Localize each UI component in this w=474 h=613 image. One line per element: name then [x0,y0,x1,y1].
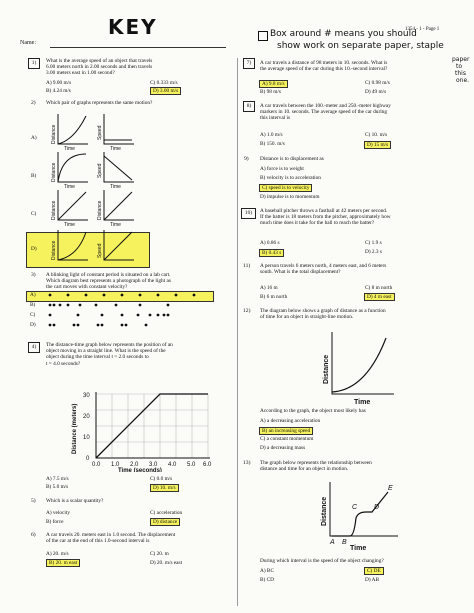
q13-point-a: A [330,539,335,546]
q2-letter-d[interactable]: D) [31,246,37,252]
q4-xtick-3: 3.0 [149,462,158,468]
handwritten-note-line1: Box around # means you should [270,29,417,39]
q12-answer-c[interactable]: C) a constant momentum [260,436,314,442]
q9-answer-a[interactable]: A) force is to weight [260,166,304,172]
q6-answer-c[interactable]: C) 20. m [150,551,169,557]
q4-answer-d-selected[interactable]: D) 10. m/s [150,484,179,492]
q10-text: A baseball pitcher throws a fastball at 42 meters per second. If the batter is 18 meters from the pitcher, approximately how much time does it take for the ball to reach the batter? [260,208,391,227]
q1-answer-a[interactable]: A) 9.00 m/s [46,80,72,86]
q10-answer-a[interactable]: A) 0.86 s [260,240,280,246]
q12-ylabel: Distance [323,354,330,384]
q2-text: Which pair of graphs represents the same motion? [46,100,153,106]
q3-dots-c [49,314,170,317]
q8-answer-c[interactable]: C) 10. m/s [365,132,388,138]
q13-point-e: E [388,485,393,492]
q2-ylabel-b1: Distance [51,162,57,182]
q8-number-box: 8) [243,101,255,112]
q6-answer-b-selected[interactable]: B) 20. m east [46,559,80,567]
q12-number: 12) [243,308,251,314]
q2-ylabel-c2: Distance [97,200,103,220]
q3-letter-c[interactable]: C) [30,312,36,318]
q2-xlabel-c2: Time [110,222,121,228]
q13-point-d: D [374,504,380,511]
q8-answer-a[interactable]: A) 1.0 m/s [260,132,283,138]
q3-number: 3) [31,272,36,278]
q8-answer-b[interactable]: B) 150. m/s [260,141,285,147]
q2-xlabel-a1: Time [64,146,75,152]
q8-answer-d-selected[interactable]: D) 15 m/s [364,141,391,149]
q12-distance-time-graph [310,328,400,408]
q11-text: A person travels 6 meters north, 4 meters east, and 6 meters south. What is the total displacement? [260,263,387,276]
q2-xlabel-b2: Time [110,184,121,190]
q13-answer-a[interactable]: A) BC [260,568,274,574]
q4-ytick-10: 10 [83,435,90,441]
q4-answer-a[interactable]: A) 7.5 m/s [46,476,69,482]
q2-letter-c[interactable]: C) [31,211,37,217]
q3-dots-a [49,294,196,297]
q11-answer-b[interactable]: B) 6 m north [260,294,288,300]
q5-answer-b[interactable]: B) force [46,519,64,525]
q4-xlabel: Time (seconds) [118,468,162,472]
q13-answer-b[interactable]: B) CD [260,577,274,583]
q12-answer-d[interactable]: D) a decreasing mass [260,445,306,451]
q13-xlabel: Time [350,545,367,552]
q7-answer-a-selected[interactable]: A) 9.8 m/s [259,80,288,88]
q13-point-c: C [352,504,358,511]
q9-answer-d[interactable]: D) impulse is to momentum [260,194,320,200]
q4-xtick-2: 2.0 [130,462,139,468]
column-divider [237,58,238,606]
q3-dots-b [49,304,170,307]
handwritten-note-line4: to [456,63,463,70]
name-label: Name: [20,40,36,46]
q11-answer-c[interactable]: C) 8 m north [365,285,393,291]
q2-ylabel-d1: Distance [51,240,57,260]
q11-number: 11) [243,263,251,269]
q5-answer-a[interactable]: A) velocity [46,510,70,516]
q10-answer-b-selected[interactable]: B) 0.43 s [259,249,284,257]
q4-xtick-6: 6.0 [203,462,212,468]
handwritten-note-line5: this [455,70,466,77]
q13-ylabel: Distance [321,496,328,526]
q2-ylabel-b2: Speed [97,163,103,178]
q6-number: 6) [31,532,36,538]
checkbox-drawing [258,31,268,41]
q2-number: 2) [31,100,36,106]
q13-text2: During which interval is the speed of the object changing? [260,558,384,564]
q4-distance-time-graph [56,388,216,472]
q9-number: 9) [244,156,249,162]
q7-text: A car travels a distance of 98 meters in 10. seconds. What is the average speed of the car during this 10.-second interval? [260,60,388,73]
handwritten-note-line2: show work on separate paper, staple [277,41,444,51]
q3-dots-d [49,324,148,327]
q5-answer-d-selected[interactable]: D) distance [150,518,180,526]
page-ref: 1354 - 1 - Page 1 [405,27,440,32]
q12-xlabel: Time [354,399,371,406]
q5-text: Which is a scalar quantity? [46,498,104,504]
q9-answer-c-selected[interactable]: C) speed is to velocity [259,184,312,192]
q7-answer-c[interactable]: C) 0.98 m/s [365,80,390,86]
q11-answer-d-selected[interactable]: D) 4 m east [364,293,395,301]
q9-text: Distance is to displacement as [260,156,324,162]
q3-letter-b[interactable]: B) [30,302,36,308]
q4-text: The distance-time graph below represents the position of an object moving in a straight line. What is the speed of the object during the time interval t = 2.0 seconds to t = 4.0 seconds? [46,342,173,367]
q13-answer-c-selected[interactable]: C) DE [364,567,384,575]
q12-text: The diagram below shows a graph of distance as a function of time for an object in straight-line motion. [260,308,386,321]
q2-ylabel-a1: Distance [51,124,57,144]
q2-ylabel-c1: Distance [51,200,57,220]
q2-letter-a[interactable]: A) [31,135,37,141]
q13-distance-time-graph [312,478,402,552]
q2-xlabel-c1: Time [64,222,75,228]
q4-answer-c[interactable]: C) 0.0 m/s [150,476,173,482]
q1-number-box: 1) [28,58,40,69]
q4-number-box: 4) [28,342,40,353]
q1-text: What is the average speed of an object that travels 6.00 meters north in 2.00 seconds and then travels 3.00 meters east in 1.00 second? [46,58,153,77]
handwritten-note-line6: one. [456,77,470,84]
q2-graphs [44,110,144,266]
q8-text: A car travels between the 100.-meter and 250.-meter highway markers in 10. seconds. The average speed of the car during this interval is [260,103,391,122]
q1-answer-d-selected[interactable]: D) 3.00 m/s [150,87,181,95]
q10-answer-d[interactable]: D) 2.3 s [365,249,382,255]
q6-text: A car travels 20. meters east in 1.0 second. The displacement of the car at the end of this 1.0-second interval is [46,532,176,545]
q7-answer-d[interactable]: D) 49 m/s [365,89,387,95]
q10-answer-c[interactable]: C) 1.9 s [365,240,382,246]
q4-xtick-0: 0.0 [92,462,101,468]
q2-ylabel-a2: Speed [97,125,103,140]
q3-text: A blinking light of constant period is situated on a lab cart. Which diagram best represents a photograph of the light as the cart moves with constant velocity? [46,272,171,291]
q2-ylabel-d2: Speed [97,243,103,258]
q4-ytick-20: 20 [83,414,90,420]
q1-answer-c[interactable]: C) 0.333 m/s [150,80,178,86]
q4-ylabel: Distance (meters) [72,403,78,454]
q3-dot-diagrams [44,290,214,330]
q13-number: 13) [243,460,251,466]
q2-letter-b[interactable]: B) [31,173,37,179]
q6-answer-d[interactable]: D) 20. m/s east [150,560,183,566]
q2-xlabel-a2: Time [110,146,121,152]
q1-answer-b[interactable]: B) 4.24 m/s [46,88,71,94]
q12-text2: According to the graph, the object most likely has [260,408,366,414]
handwritten-note-line3: paper [452,56,470,63]
q11-answer-a[interactable]: A) 16 m [260,285,278,291]
q4-xtick-4: 4.0 [168,462,177,468]
q4-xtick-5: 5.0 [187,462,196,468]
q10-number-box: 10) [241,208,256,219]
key-handwriting: KEY [108,15,158,39]
q13-answer-d[interactable]: D) AB [365,577,379,583]
q2-xlabel-b1: Time [64,184,75,190]
q7-answer-b[interactable]: B) 98 m/s [260,89,281,95]
q4-answer-b[interactable]: B) 5.0 m/s [46,484,69,490]
q13-text: The graph below represents the relationship between distance and time for an object in motion. [260,460,372,473]
q3-letter-a[interactable]: A) [30,292,36,298]
q13-point-b: B [342,539,347,546]
q4-xtick-1: 1.0 [111,462,120,468]
q12-answer-b-selected[interactable]: B) an increasing speed [259,427,313,435]
q6-answer-a[interactable]: A) 20. m/s [46,551,69,557]
q12-answer-a[interactable]: A) a decreasing acceleration [260,418,321,424]
q4-ytick-30: 30 [83,393,90,399]
q7-number-box: 7) [243,58,255,69]
name-line [50,47,226,48]
q4-ytick-0: 0 [86,456,90,462]
q5-number: 5) [31,498,36,504]
q3-letter-d[interactable]: D) [30,322,36,328]
q5-answer-c[interactable]: C) acceleration [150,510,183,516]
q9-answer-b[interactable]: B) velocity is to acceleration [260,175,321,181]
